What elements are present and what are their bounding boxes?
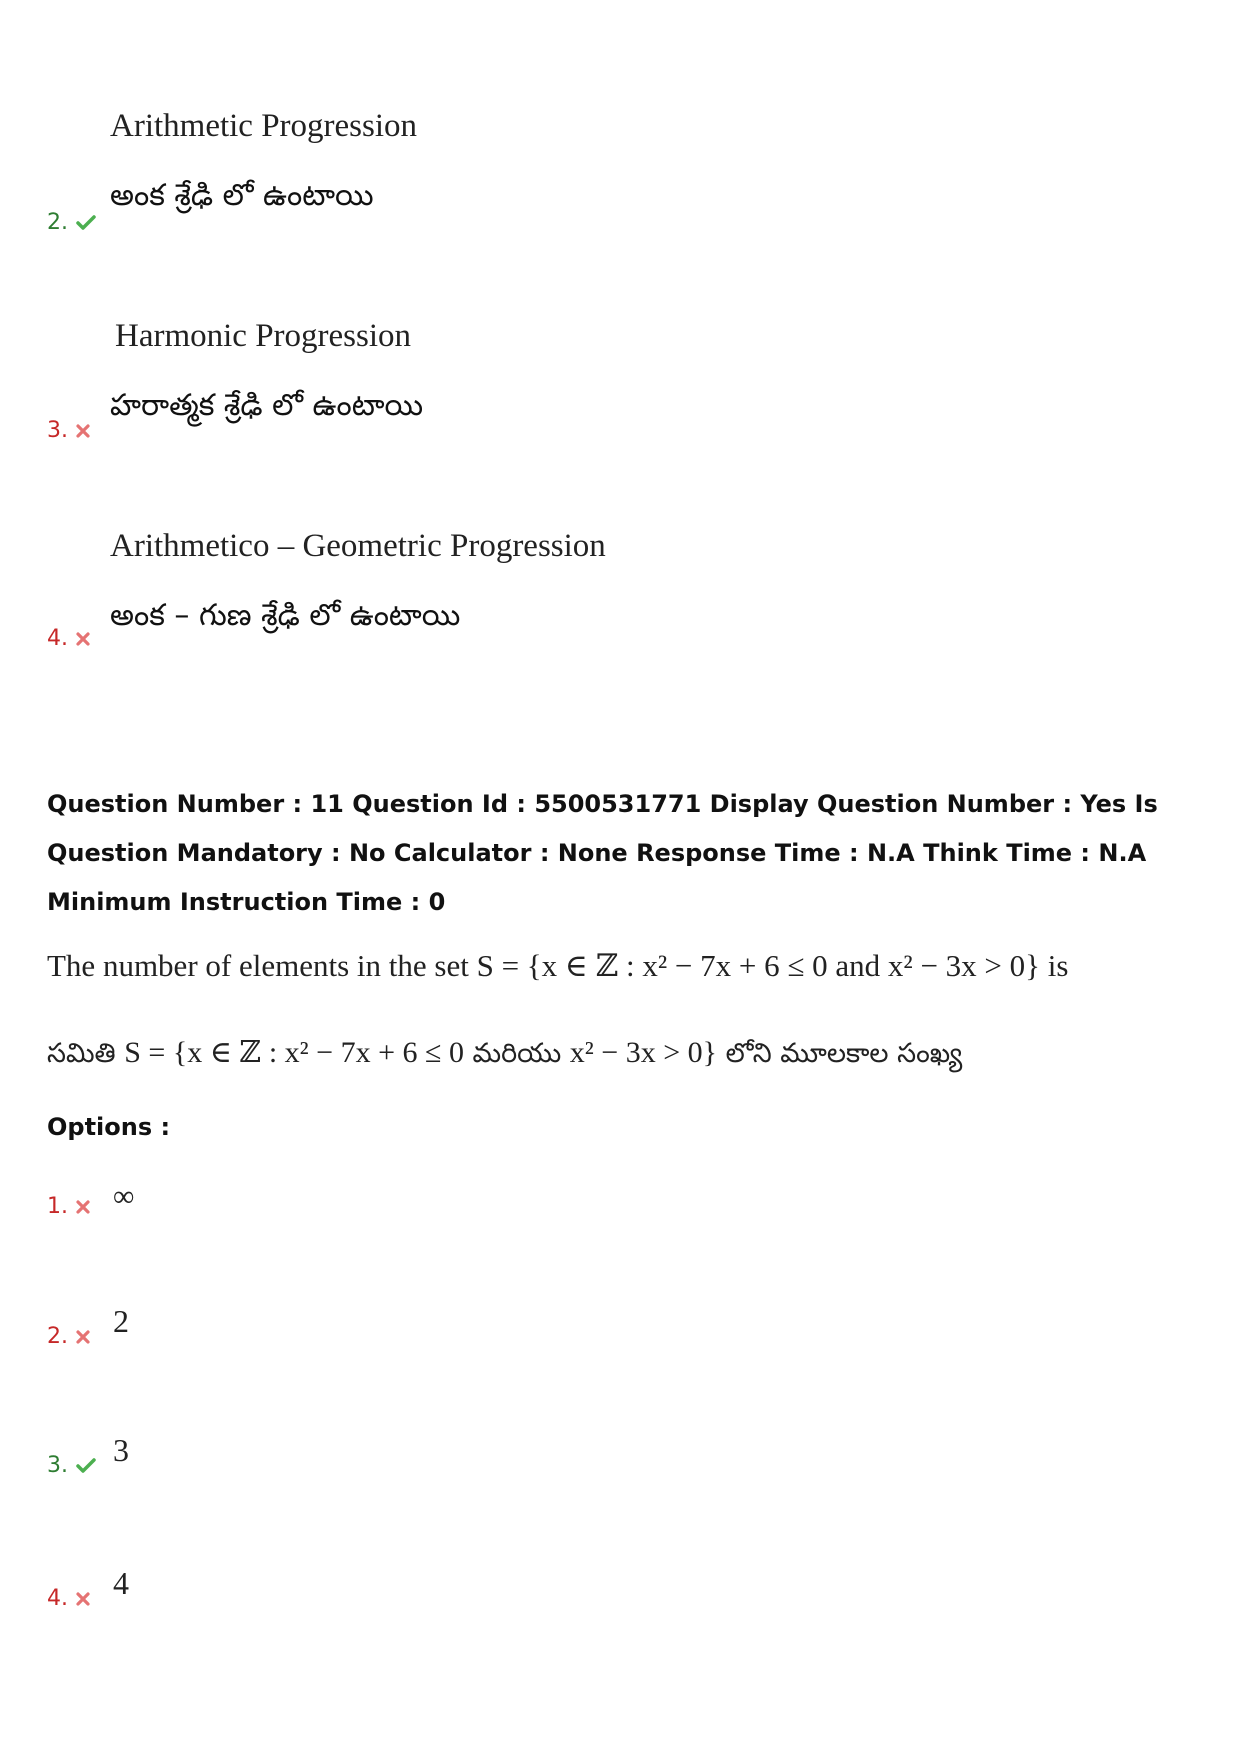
option-3-value: 3	[113, 1432, 129, 1468]
check-icon	[76, 215, 96, 231]
question-telugu-set-a: S = {x ∈ ℤ : x² − 7x + 6 ≤ 0	[124, 1036, 464, 1069]
prev-option-3-number: 3.	[47, 418, 68, 443]
option-3-marker	[47, 1453, 96, 1478]
option-1-number: 1.	[47, 1194, 68, 1219]
prev-option-2-marker	[47, 210, 96, 235]
prev-option-3-marker	[47, 418, 90, 443]
option-2-value: 2	[113, 1303, 129, 1339]
prev-option-4-english: Arithmetico – Geometric Progression	[110, 528, 606, 564]
question-text-english-prefix: The number of elements in the set	[47, 948, 477, 983]
prev-option-3-english: Harmonic Progression	[115, 318, 412, 354]
option-1-marker	[47, 1194, 90, 1219]
options-label: Options :	[47, 1113, 171, 1141]
option-3-number: 3.	[47, 1453, 68, 1478]
question-telugu-and: మరియు	[463, 1038, 570, 1069]
prev-option-2-english: Arithmetic Progression	[110, 108, 418, 144]
option-4-value: 4	[113, 1565, 129, 1601]
option-4-marker	[47, 1586, 90, 1611]
option-2-marker	[47, 1324, 90, 1349]
cross-icon	[76, 424, 90, 438]
question-telugu-set-b: x² − 3x > 0}	[569, 1036, 718, 1069]
prev-option-2-number: 2.	[47, 210, 68, 235]
prev-option-4-marker	[47, 626, 90, 651]
prev-option-4-telugu: అంక – గుణ శ్రేఢి లో ఉంటాయి	[110, 598, 461, 633]
question-text-telugu	[47, 1035, 962, 1076]
question-set-expression: S = {x ∈ ℤ : x² − 7x + 6 ≤ 0 and x² − 3x > 0}	[476, 948, 1041, 983]
question-text-telugu-suffix: లోని మూలకాల సంఖ్య	[717, 1038, 963, 1069]
prev-option-2-telugu: అంక శ్రేఢి లో ఉంటాయి	[110, 178, 374, 213]
cross-icon	[76, 1200, 90, 1214]
option-4-number: 4.	[47, 1586, 68, 1611]
question-text-english	[47, 948, 1068, 984]
cross-icon	[76, 632, 90, 646]
check-icon	[76, 1458, 96, 1474]
option-2-number: 2.	[47, 1324, 68, 1349]
cross-icon	[76, 1592, 90, 1606]
cross-icon	[76, 1330, 90, 1344]
question-meta: Question Number : 11 Question Id : 5500531771 Display Question Number : Yes Is Question Mandatory : No Calculator : None Response Time : N.A Think Time : N.A Minimum Instruction Time : 0	[47, 790, 1158, 916]
option-1-value: ∞	[113, 1180, 135, 1213]
question-text-english-suffix: is	[1040, 948, 1069, 983]
question-text-telugu-prefix: సమితి	[47, 1038, 125, 1069]
prev-option-4-number: 4.	[47, 626, 68, 651]
prev-option-3-telugu: హరాత్మక శ్రేఢి లో ఉంటాయి	[110, 388, 424, 423]
